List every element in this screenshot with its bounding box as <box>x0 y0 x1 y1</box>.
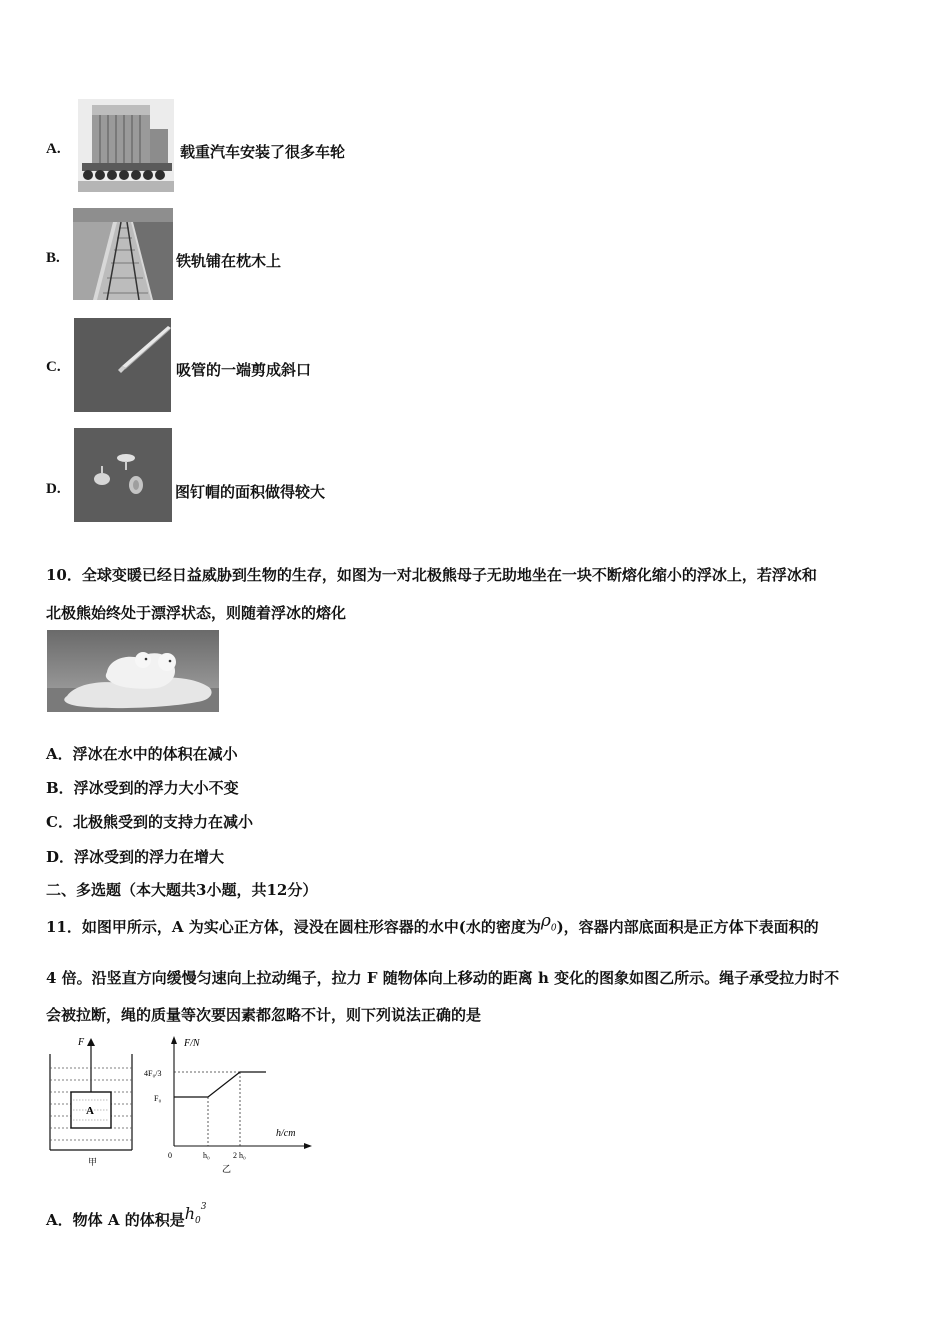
q11-option-a-text: A．物体 A 的体积是 <box>46 1211 185 1229</box>
rho-letter: ρ <box>540 911 551 931</box>
q10-option-d: D．浮冰受到的浮力在增大 <box>46 848 225 866</box>
heavy-truck-photo <box>78 99 174 192</box>
figure-yi <box>140 1034 315 1174</box>
option-label: A. <box>46 141 61 157</box>
force-curve <box>174 1072 266 1097</box>
option-text: 吸管的一端剪成斜口 <box>176 361 312 379</box>
x-tick-label: h₀ <box>203 1151 210 1160</box>
rho-subscript: 0 <box>550 923 557 934</box>
thumbtack-photo <box>74 428 172 522</box>
figure-caption: 乙 <box>222 1164 232 1174</box>
block-label: A <box>86 1105 94 1117</box>
q11-stem-line2: 4 倍。沿竖直方向缓慢匀速向上拉动绳子，拉力 F 随物体向上移动的距离 h 变化的图象如图乙所示。绳子承受拉力时不 <box>46 969 840 987</box>
option-text: 图钉帽的面积做得较大 <box>175 483 326 501</box>
x-tick-label: 0 <box>168 1151 172 1160</box>
q11-stem-line1 <box>46 911 819 939</box>
q11-stem-line1-part2: )，容器内部底面积是正方体下表面积的 <box>556 918 819 936</box>
polar-bear-photo <box>47 630 219 712</box>
x-tick-label: 2 h₀ <box>233 1151 246 1160</box>
x-axis-label: h/cm <box>276 1128 296 1139</box>
h0-cubed-formula <box>184 1201 207 1227</box>
rho-symbol <box>540 911 557 934</box>
q11-stem-line1-part1: 11．如图甲所示，A 为实心正方体，浸没在圆柱形容器的水中(水的密度为 <box>46 918 541 936</box>
option-label: B. <box>46 250 60 266</box>
section-heading: 二、多选题（本大题共3小题，共12分） <box>46 881 318 899</box>
option-label: C. <box>46 359 61 375</box>
option-label: D. <box>46 481 61 497</box>
q10-stem-line2: 北极熊始终处于漂浮状态，则随着浮冰的熔化 <box>46 604 347 622</box>
q10-stem-line1: 10．全球变暖已经日益威胁到生物的生存，如图为一对北极熊母子无助地坐在一块不断熔化缩小的浮冰上，若浮冰和 <box>46 566 817 584</box>
railway-track-photo <box>73 208 173 300</box>
h-letter: h <box>184 1204 196 1223</box>
straw-photo <box>74 318 171 412</box>
h-subscript: 0 <box>195 1216 201 1227</box>
q10-option-a: A．浮冰在水中的体积在减小 <box>46 745 238 763</box>
q10-option-b: B．浮冰受到的浮力大小不变 <box>46 779 239 797</box>
option-text: 载重汽车安装了很多车轮 <box>180 143 346 161</box>
figure-caption: 甲 <box>88 1157 98 1167</box>
h-superscript: 3 <box>200 1201 207 1212</box>
q10-option-c: C．北极熊受到的支持力在减小 <box>46 813 253 831</box>
guide-lines <box>174 1072 240 1146</box>
y-axis-label: F/N <box>184 1038 200 1049</box>
y-tick-label: 4F₀/3 <box>144 1069 162 1078</box>
option-text: 铁轨铺在枕木上 <box>176 252 282 270</box>
y-tick-label: F₀ <box>154 1094 162 1103</box>
q11-stem-line3: 会被拉断，绳的质量等次要因素都忽略不计，则下列说法正确的是 <box>46 1006 482 1024</box>
force-label: F <box>78 1037 85 1048</box>
figure-jia <box>46 1034 136 1174</box>
q11-option-a <box>46 1201 207 1232</box>
